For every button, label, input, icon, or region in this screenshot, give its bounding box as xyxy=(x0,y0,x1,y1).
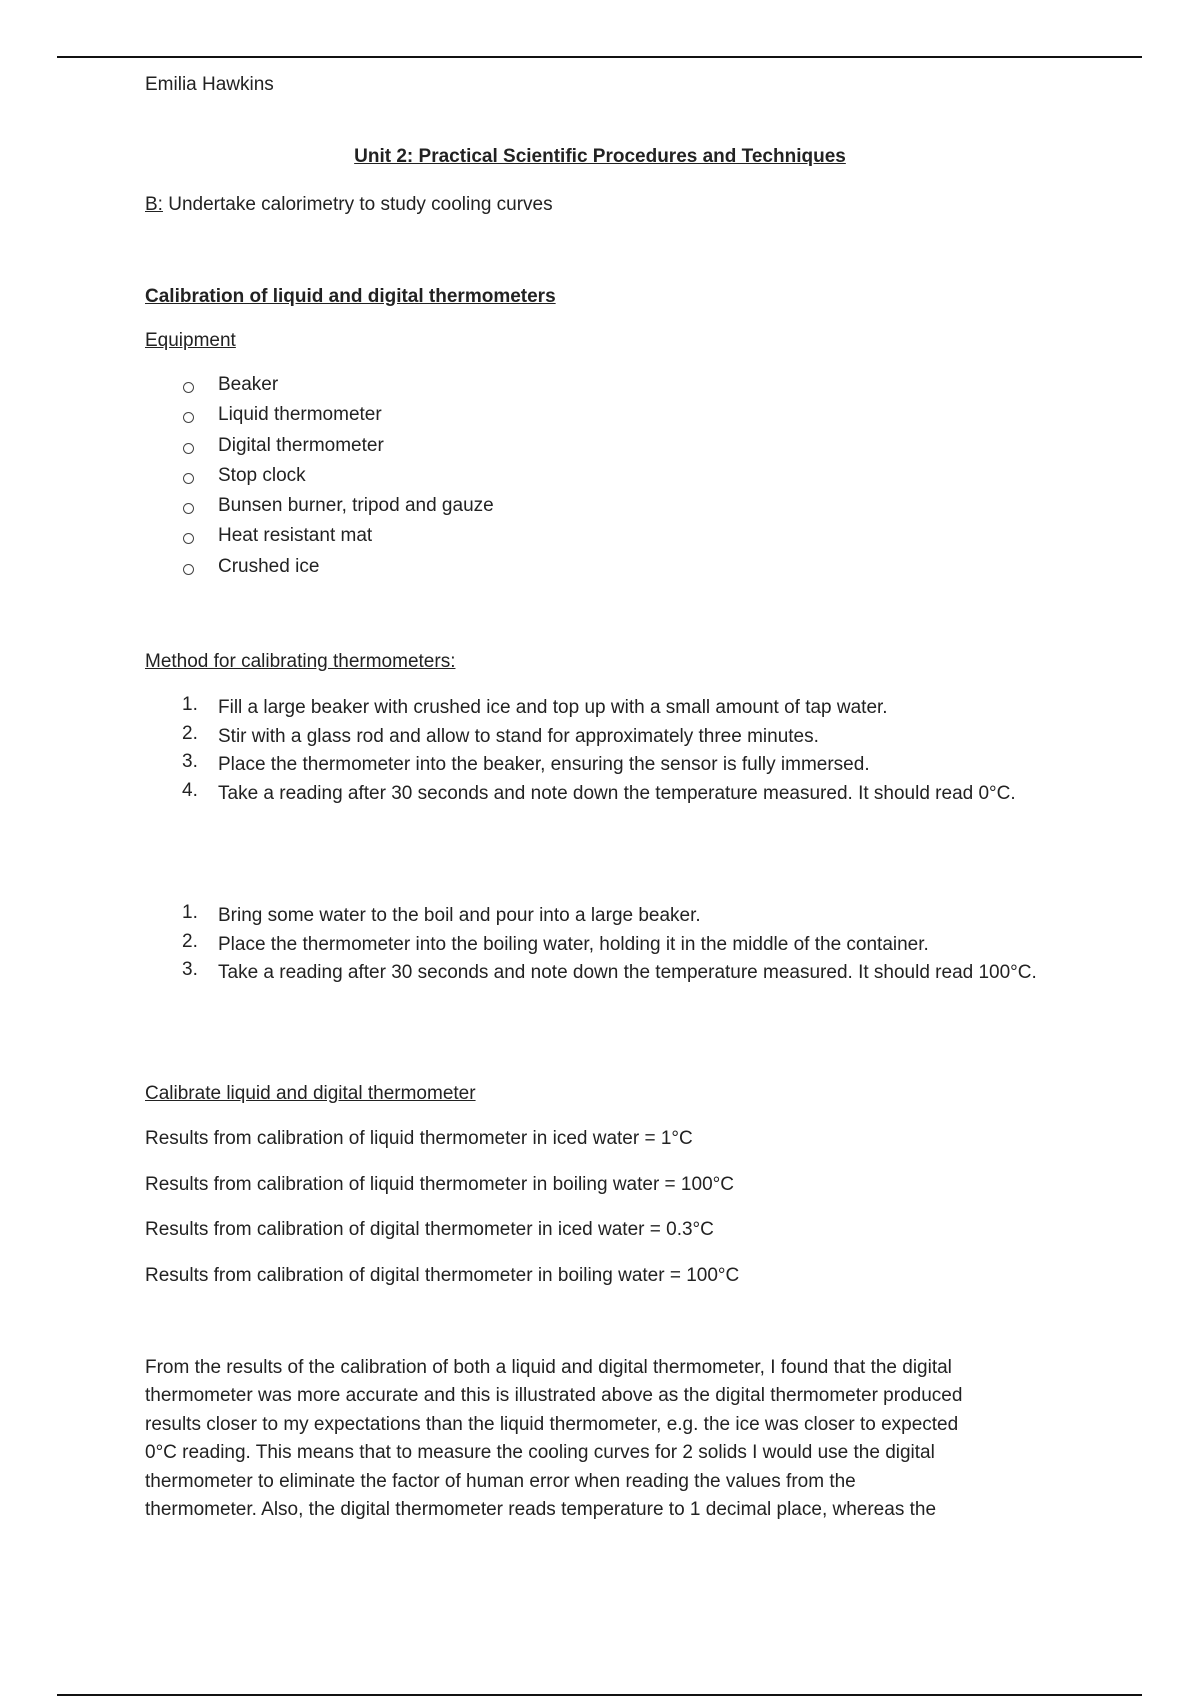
ice-method-steps xyxy=(0,694,1200,808)
bullet-icon xyxy=(183,382,194,393)
result-line: Results from calibration of liquid thermometer in iced water = 1°C xyxy=(145,1128,693,1149)
equipment-list xyxy=(0,374,1200,586)
result-line: Results from calibration of digital thermometer in boiling water = 100°C xyxy=(145,1265,740,1286)
bullet-icon xyxy=(183,503,194,514)
list-item: Digital thermometer xyxy=(0,435,1200,465)
list-item: 1. Fill a large beaker with crushed ice and top up with a small amount of tap water. xyxy=(182,694,888,718)
result-line: Results from calibration of liquid thermometer in boiling water = 100°C xyxy=(145,1174,734,1195)
header-rule xyxy=(57,56,1142,58)
list-item: 3. Take a reading after 30 seconds and note down the temperature measured. It should read 100°C. xyxy=(182,959,1037,983)
list-item: 2. Stir with a glass rod and allow to stand for approximately three minutes. xyxy=(182,722,819,747)
document-subtitle xyxy=(145,194,553,216)
list-item: 3. Place the thermometer into the beaker, ensuring the sensor is fully immersed. xyxy=(182,751,870,775)
calibration-heading: Calibration of liquid and digital thermometers xyxy=(145,286,556,307)
equipment-heading: Equipment xyxy=(145,330,236,351)
list-item: Stop clock xyxy=(0,465,1200,495)
boil-method-steps xyxy=(0,902,1200,988)
subtitle-text: Undertake calorimetry to study cooling curves xyxy=(162,194,553,215)
list-item: 1. Bring some water to the boil and pour into a large beaker. xyxy=(182,902,701,926)
author-name: Emilia Hawkins xyxy=(145,74,274,95)
conclusion-paragraph: From the results of the calibration of both a liquid and digital thermometer, I found that the digital thermometer was more accurate and this is illustrated above as the digital thermometer produced results closer to my expectations than the liquid thermometer, e.g. the ice was closer to expected 0°C reading. This means that to measure the cooling curves for 2 solids I would use the digital thermometer to eliminate the factor of human error when reading the values from the thermometer. Also, the digital thermometer reads temperature to 1 decimal place, whereas the xyxy=(145,1357,963,1521)
subtitle-tag: B: xyxy=(145,194,163,215)
results-heading: Calibrate liquid and digital thermometer xyxy=(145,1083,476,1104)
list-item: 2. Place the thermometer into the boiling water, holding it in the middle of the container. xyxy=(182,930,929,955)
document-title: Unit 2: Practical Scientific Procedures and Techniques xyxy=(354,146,846,167)
bullet-icon xyxy=(183,443,194,454)
list-item: Liquid thermometer xyxy=(0,404,1200,434)
footer-rule xyxy=(57,1694,1142,1696)
bullet-icon xyxy=(183,564,194,575)
result-line: Results from calibration of digital thermometer in iced water = 0.3°C xyxy=(145,1219,714,1240)
bullet-icon xyxy=(183,412,194,423)
list-item: Bunsen burner, tripod and gauze xyxy=(0,495,1200,525)
list-item: Beaker xyxy=(0,374,1200,404)
list-item: 4. Take a reading after 30 seconds and note down the temperature measured. It should read 0°C. xyxy=(182,779,1016,804)
bullet-icon xyxy=(183,473,194,484)
bullet-icon xyxy=(183,533,194,544)
method-heading: Method for calibrating thermometers: xyxy=(145,651,456,672)
list-item: Heat resistant mat xyxy=(0,525,1200,555)
list-item: Crushed ice xyxy=(0,556,1200,586)
